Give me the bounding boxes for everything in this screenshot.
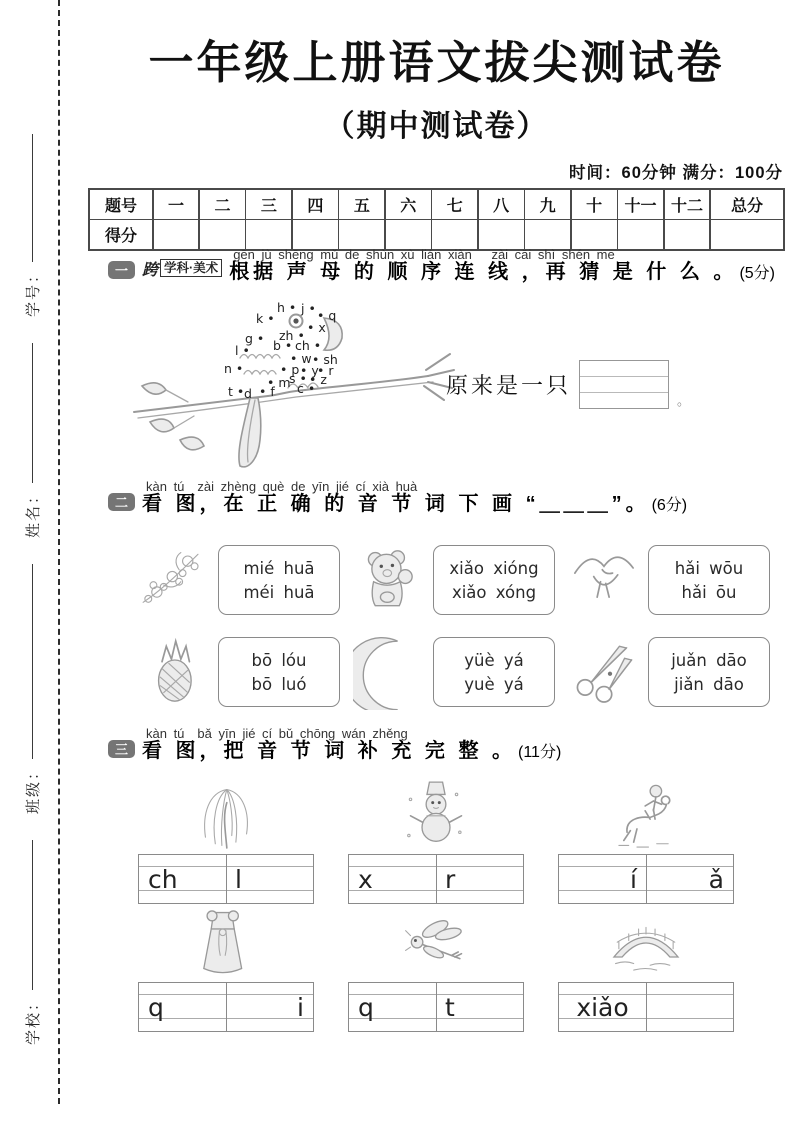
score-table-column-label: 五 [339,190,384,219]
syllable-completion-item [348,776,524,904]
pinyin-option-box[interactable] [648,637,770,707]
initial-letter[interactable]: • r [317,363,334,378]
pinyin-option-2[interactable]: xiǎo xóng [451,582,537,602]
grid-cell-1[interactable]: q [148,993,164,1022]
grid-cell-2[interactable]: t [445,993,455,1022]
class-field [22,564,43,814]
score-table-column-label: 四 [293,190,338,219]
grid-cell-1[interactable]: í [630,865,637,894]
class-blank[interactable] [31,564,33,759]
pinyin-option-1[interactable]: hǎi wōu [674,558,744,578]
initial-letter[interactable]: k • [256,311,275,326]
item-picture [601,906,691,980]
tag-boxed-label: 学科·美术 [160,259,222,277]
crescent-moon-icon [353,638,398,710]
grid-cell-1[interactable]: x [358,865,373,894]
snowman-icon [408,782,462,841]
syllable-completion-item [558,904,734,1032]
initial-letter[interactable]: j • [301,301,316,316]
pineapple-icon [159,641,192,701]
grid-cell-1[interactable]: q [358,993,374,1022]
pinyin-option-1[interactable]: yüè yá [464,650,524,670]
initial-letter[interactable]: n • [224,361,244,376]
dress-icon [204,911,242,973]
initial-letter[interactable]: t • [228,384,245,399]
question-1-header [88,248,785,283]
pinyin-option-2[interactable]: yuè yá [464,674,524,694]
initial-letter[interactable]: • q [317,308,337,323]
name-field [22,343,43,538]
score-table-column-label: 一 [154,190,199,219]
student-number-blank[interactable] [31,134,33,262]
question-3-score: (11分) [518,743,562,761]
pinyin-writing-grid[interactable] [558,982,734,1032]
item-picture [181,778,271,852]
name-label: 姓名： [24,486,42,538]
score-table-header-label: 题号 [90,190,152,219]
pinyin-writing-grid[interactable] [558,854,734,904]
score-input-cell[interactable] [246,220,291,249]
bear-icon [368,551,412,606]
pinyin-option-1[interactable]: juǎn dāo [671,650,747,670]
score-table-column-label: 九 [525,190,570,219]
seagull-icon [575,557,633,597]
word-choice-item [353,634,568,710]
question-1-pinyin: gēn jù shēng mǔ de shùn xù lián xiàn zài cāi shì shén me [233,247,615,262]
grid-cell-2[interactable]: ǎ [708,865,724,894]
pinyin-option-2[interactable]: méi huā [243,582,315,602]
answer-prompt: 原来是一只 [446,374,572,399]
initial-letter[interactable]: zh • [279,328,305,343]
score-input-cell[interactable] [293,220,338,249]
initial-letter[interactable]: • w [290,351,312,366]
dragonfly-icon [406,917,463,960]
willow-icon [205,790,248,848]
score-table [88,188,785,251]
item-picture-wrap [171,904,281,980]
name-blank[interactable] [31,343,33,483]
score-table-column-label: 二 [200,190,245,219]
grid-cell-1[interactable]: ch [148,865,178,894]
q2-row-1 [138,542,785,618]
pinyin-option-2[interactable]: jiǎn dāo [674,674,744,694]
score-row-label: 得分 [90,220,152,249]
item-picture [568,542,640,618]
horse-rider-icon [619,785,670,847]
item-picture [391,778,481,852]
class-label: 班级： [24,762,42,814]
item-picture-wrap [591,904,701,980]
school-label: 学校： [24,993,42,1045]
item-picture [138,542,210,618]
question-2-badge: 二 [108,493,135,511]
pinyin-writing-grid[interactable] [348,982,524,1032]
initial-letter[interactable]: l • [235,343,250,358]
item-picture [181,906,271,980]
school-blank[interactable] [31,840,33,990]
grid-cell-2[interactable]: i [297,993,304,1022]
score-input-cell[interactable] [386,220,431,249]
item-picture-wrap [591,776,701,852]
word-choice-item [568,634,783,710]
pinyin-option-1[interactable]: mié huā [243,558,315,578]
score-input-cell[interactable] [479,220,524,249]
question-3-text-block [142,727,561,762]
pinyin-option-box[interactable] [648,545,770,615]
initial-letter[interactable]: • m [267,375,291,390]
initial-letter[interactable]: s • [289,371,307,386]
question-3-text: 看 图，把 音 节 词 补 充 完 整 。 [142,739,517,762]
score-input-cell[interactable] [618,220,663,249]
item-picture-wrap [381,904,491,980]
question-3-badge: 三 [108,740,135,758]
pinyin-option-1[interactable]: bō lóu [251,650,307,670]
pinyin-answer-box[interactable] [579,360,669,409]
pinyin-option-box[interactable] [218,637,340,707]
syllable-completion-item [138,776,314,904]
word-choice-item [568,542,783,618]
question-2-header [88,480,785,515]
item-picture [353,634,425,710]
dot-to-dot-bird-figure [128,290,458,480]
initial-letter[interactable]: b • [273,338,293,353]
initial-letter[interactable]: g • [245,331,265,346]
pinyin-option-2[interactable]: bō luó [251,674,307,694]
item-picture [353,542,425,618]
question-1-score: (5分) [739,264,775,282]
initial-letter[interactable]: • p [280,362,300,377]
word-choice-item [138,634,353,710]
grid-cell-2[interactable]: r [445,865,456,894]
syllable-completion-item [558,776,734,904]
question-1-text: 根据 声 母 的 顺 序 连 线 ，再 猜 是 什 么 。 [229,260,738,283]
score-input-cell[interactable] [525,220,570,249]
score-table-column-label: 八 [479,190,524,219]
time-score-info: 时间：60分钟 满分：100分 [569,164,783,182]
question-1-text-block [229,248,775,283]
question-3-pinyin: kàn tú bǎ yīn jié cí bǔ chōng wán zhěng [146,726,408,741]
question-3-header [88,727,785,762]
q3-row-1 [138,776,785,904]
paper-content [88,0,785,1122]
score-table-total-label: 总分 [711,190,783,219]
grid-cell-2[interactable]: l [235,865,242,894]
question-2-text: 看 图，在 正 确 的 音 节 词 下 画 “＿＿＿”。 [142,492,650,515]
initial-letter[interactable]: • f [259,384,275,399]
scissors-icon [577,646,631,702]
branch-bird-puzzle[interactable] [128,290,458,475]
score-table-column-label: 十 [572,190,617,219]
score-input-cell[interactable] [665,220,710,249]
word-choice-item [138,542,353,618]
score-table-column-label: 十一 [618,190,663,219]
question-2-text-block [142,480,687,515]
initial-letter[interactable]: • sh [312,352,338,367]
score-input-cell[interactable] [200,220,245,249]
syllable-completion-item [138,904,314,1032]
score-input-cell[interactable] [572,220,617,249]
student-info-sidebar [12,45,52,1045]
grid-cell-2[interactable] [646,983,733,1027]
school-field [22,840,43,1045]
student-number-label: 学号： [24,265,42,317]
pinyin-option-box[interactable] [433,637,555,707]
initial-letter[interactable]: h • [277,300,297,315]
score-table-column-label: 三 [246,190,291,219]
initial-letter[interactable]: d [244,386,252,401]
question-2-pinyin: kàn tú zài zhèng què de yīn jié cí xià huà [146,479,418,494]
total-score-input-cell[interactable] [711,220,783,249]
score-table-column-label: 六 [386,190,431,219]
pinyin-writing-grid[interactable] [138,982,314,1032]
syllable-completion-item [348,904,524,1032]
pinyin-writing-grid[interactable] [348,854,524,904]
tag-prefix: 跨 [142,261,159,279]
initial-letter[interactable]: • x [307,320,326,335]
page-title: 一年级上册语文拔尖测试卷 [148,37,725,88]
score-table-column-label: 十二 [665,190,710,219]
pinyin-option-2[interactable]: hǎi ōu [681,582,737,602]
plum-blossom-icon [143,553,198,603]
answer-period: 。 [677,393,691,408]
initial-letter[interactable]: c • [297,381,316,396]
cross-subject-art-tag [142,257,222,280]
student-number-field [22,134,43,317]
item-picture-wrap [171,776,281,852]
item-picture [568,634,640,710]
word-choice-item [353,542,568,618]
question-1-answer-area [446,360,690,409]
pinyin-option-1[interactable]: xiǎo xióng [449,558,539,578]
score-input-cell[interactable] [339,220,384,249]
item-picture [138,634,210,710]
score-input-cell[interactable] [154,220,199,249]
grid-cell-1[interactable]: xiǎo [576,993,629,1022]
q3-row-2 [138,904,785,1032]
bridge-icon [614,927,678,970]
question-2-score: (6分) [651,496,688,514]
item-picture [601,778,691,852]
q2-row-2 [138,634,785,710]
pinyin-option-box[interactable] [218,545,340,615]
initial-letter[interactable]: • z [309,372,327,387]
pinyin-writing-grid[interactable] [138,854,314,904]
question-1-badge: 一 [108,261,135,279]
page-subtitle: （期中测试卷） [324,110,549,143]
initial-letter[interactable]: ch • [295,338,322,353]
score-table-column-label: 七 [432,190,477,219]
score-input-cell[interactable] [432,220,477,249]
seal-fold-line [58,0,60,1104]
item-picture-wrap [381,776,491,852]
item-picture [391,906,481,980]
initial-letter[interactable]: • y [300,363,319,378]
initials-dots[interactable] [224,300,338,401]
pinyin-option-box[interactable] [433,545,555,615]
